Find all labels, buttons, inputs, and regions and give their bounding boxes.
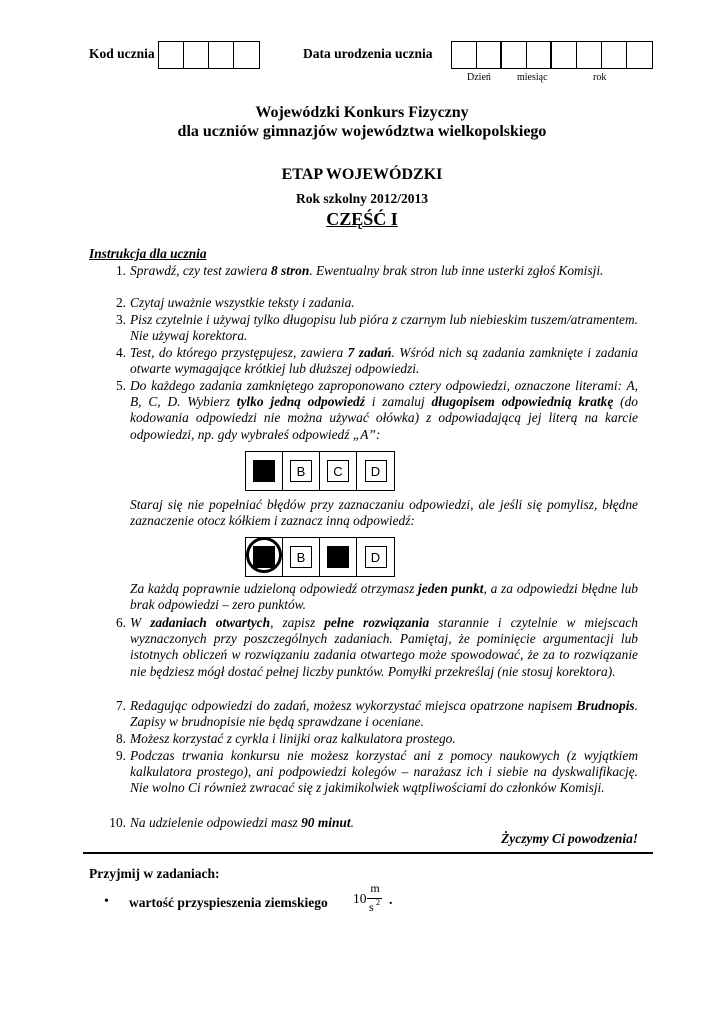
date-box[interactable] xyxy=(627,42,652,68)
item-number: 2. xyxy=(115,295,126,310)
code-box[interactable] xyxy=(234,42,259,68)
item-number: 4. xyxy=(115,345,126,360)
year-label: rok xyxy=(593,72,607,83)
item-number: 8. xyxy=(115,731,126,746)
date-box[interactable] xyxy=(602,42,627,68)
item-number: 1. xyxy=(115,263,126,278)
instruction-item-6: W zadaniach otwartych, zapisz pełne rozwiązania starannie i czytelnie w miejscach wyznaczonych przy poszczególnych zadaniach. Pamiętaj, że pominięcie argumentacji lub istotnych obliczeń w rozwiązaniu zadania otwartego może spowodować, że za to rozwiązanie nie będziesz mógł dostać pełnej liczby punktów. Pomyłki przekreślaj (nie stosuj korektora). xyxy=(130,615,638,679)
instruction-item-8: Możesz korzystać z cyrkla i linijki oraz kalkulatora prostego. xyxy=(130,731,456,746)
student-code-boxes[interactable] xyxy=(158,41,260,69)
item-number: 10. xyxy=(109,815,126,830)
date-box[interactable] xyxy=(577,42,602,68)
instruction-item-5: Do każdego zadania zamkniętego zaproponowano cztery odpowiedzi, oznaczone literami: A, B, C, D. Wybierz tylko jedną odpowiedź i zamaluj długopisem odpowiednią kratkę (do kodowania odpowiedzi nie można używać ołówka) z odpowiadającą jej literą na karcie odpowiedzi, np. gdy wybrałeś odpowiedź „A”: xyxy=(130,378,638,442)
gravity-end: . xyxy=(389,893,393,908)
gravity-value: 10 xyxy=(353,891,367,906)
correction-circle-icon xyxy=(246,537,282,573)
assume-heading: Przyjmij w zadaniach: xyxy=(89,866,220,881)
unit-denominator: s xyxy=(369,900,374,914)
item-number: 5. xyxy=(115,378,126,393)
instruction-item-9: Podczas trwania konkursu nie możesz korzystać ani z pomocy naukowych (z wyjątkiem kalkulatora prostego), ani podpowiedzi kolegów – narażasz ich i siebie na dyskwalifikację. Nie wolno Ci również zwracać się z jakimikolwiek wątpliwościami do członków Komisji. xyxy=(130,748,638,796)
date-box[interactable] xyxy=(527,42,552,68)
birth-date-label: Data urodzenia ucznia xyxy=(303,46,433,61)
date-box[interactable] xyxy=(552,42,577,68)
instruction-item-1: Sprawdź, czy test zawiera 8 stron. Ewentualny brak stron lub inne usterki zgłoś Komisji. xyxy=(130,263,604,278)
unit-exponent: 2 xyxy=(376,898,380,907)
gravity-label: wartość przyspieszenia ziemskiego xyxy=(129,895,328,910)
instruction-item-3: Pisz czytelnie i używaj tylko długopisu lub pióra z czarnym lub niebieskim tuszem/atramentem. Nie używaj korektora. xyxy=(130,312,638,344)
date-box[interactable] xyxy=(452,42,477,68)
answer-cell-d: D xyxy=(357,452,394,490)
instruction-item-4: Test, do którego przystępujesz, zawiera 7 zadań. Wśród nich są zadania zamknięte i zadania otwarte wymagające krótkiej lub dłuższej odpowiedzi. xyxy=(130,345,638,377)
title-line2: dla uczniów gimnazjów województwa wielkopolskiego xyxy=(177,123,547,140)
stage-title: ETAP WOJEWÓDZKI xyxy=(281,166,443,183)
instruction-correction-note: Staraj się nie popełniać błędów przy zaznaczaniu odpowiedzi, ale jeśli się pomylisz, błędne zaznaczenie otocz kółkiem i zaznacz inną odpowiedź: xyxy=(130,497,638,529)
day-label: Dzień xyxy=(467,72,491,83)
item-number: 7. xyxy=(115,698,126,713)
title-line1: Wojewódzki Konkurs Fizyczny xyxy=(255,104,469,121)
instruction-points-note: Za każdą poprawnie udzieloną odpowiedź otrzymasz jeden punkt, a za odpowiedzi błędne lub brak odpowiedzi – zero punktów. xyxy=(130,581,638,613)
example-answer-row-correct xyxy=(245,451,395,491)
item-number: 6. xyxy=(115,615,126,630)
student-code-label: Kod ucznia xyxy=(89,46,155,61)
instruction-item-2: Czytaj uważnie wszystkie teksty i zadania. xyxy=(130,295,355,310)
code-box[interactable] xyxy=(159,42,184,68)
item-number: 9. xyxy=(115,748,126,763)
school-year: Rok szkolny 2012/2013 xyxy=(295,191,429,206)
instructions-heading: Instrukcja dla ucznia xyxy=(89,246,207,261)
answer-cell-d: D xyxy=(357,538,394,576)
month-label: miesiąc xyxy=(517,72,548,83)
answer-cell-c xyxy=(320,538,357,576)
example-answer-row-corrected xyxy=(245,537,395,577)
answer-cell-a xyxy=(246,452,283,490)
birth-date-boxes[interactable] xyxy=(451,41,653,69)
instruction-item-10: Na udzielenie odpowiedzi masz 90 minut. xyxy=(130,815,354,830)
instruction-item-7: Redagując odpowiedzi do zadań, możesz wykorzystać miejsca opatrzone napisem Brudnopis. Zapisy w brudnopisie nie będą sprawdzane i oceniane. xyxy=(130,698,638,730)
date-box[interactable] xyxy=(477,42,502,68)
answer-cell-b: B xyxy=(283,452,320,490)
good-luck-message: Życzymy Ci powodzenia! xyxy=(501,831,638,846)
answer-cell-a xyxy=(246,538,283,576)
answer-cell-b: B xyxy=(283,538,320,576)
bullet-icon: • xyxy=(104,894,109,909)
part-title: CZĘŚĆ I xyxy=(326,209,398,229)
date-box[interactable] xyxy=(502,42,527,68)
code-box[interactable] xyxy=(184,42,209,68)
answer-cell-c: C xyxy=(320,452,357,490)
code-box[interactable] xyxy=(209,42,234,68)
unit-numerator: m xyxy=(370,881,380,895)
section-divider xyxy=(83,852,653,854)
item-number: 3. xyxy=(115,312,126,327)
